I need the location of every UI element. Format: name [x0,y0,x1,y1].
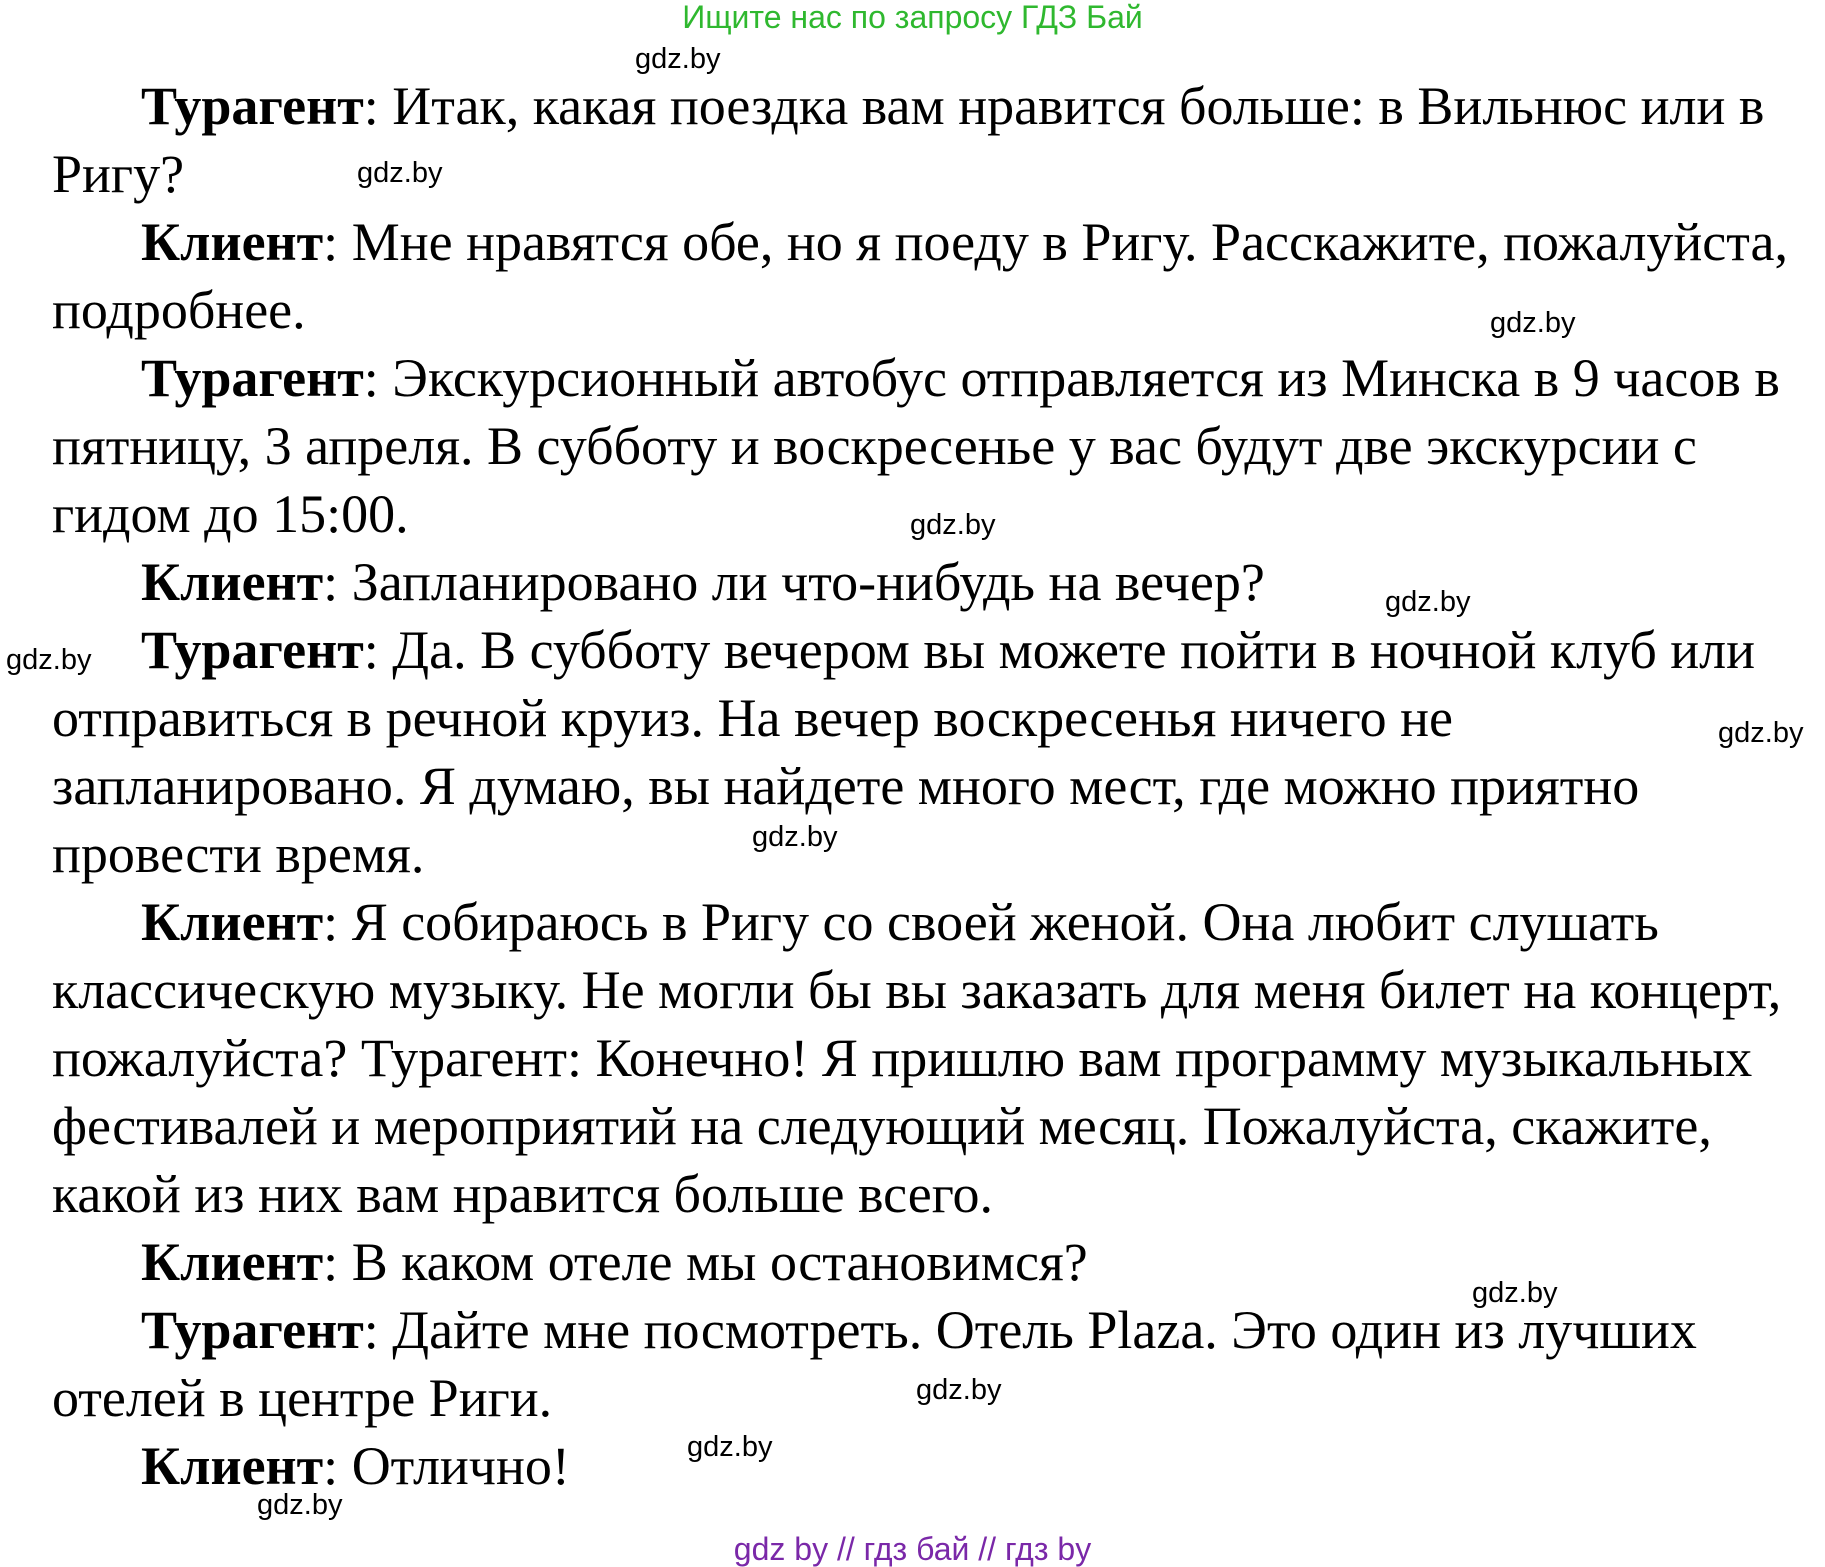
speaker-name: Клиент [141,1232,324,1292]
line-text: Да. В субботу вечером вы можете пойти в ночной клуб или отправиться в речной круиз. На вечер воскресенья ничего не запланировано. Я думаю, вы найдете много мест, где можно приятно провести время. [52,620,1756,884]
watermark: gdz.by [635,43,721,75]
speaker-separator: : [323,212,352,272]
watermark: gdz.by [1718,717,1804,749]
watermark: gdz.by [1385,586,1471,618]
dialogue-line [52,888,1812,1228]
speaker-name: Турагент [141,1300,364,1360]
line-text: Мне нравятся обе, но я поеду в Ригу. Расскажите, пожалуйста, подробнее. [52,212,1788,340]
watermark: gdz.by [916,1374,1002,1406]
line-text: Дайте мне посмотреть. Отель Plaza. Это один из лучших отелей в центре Риги. [52,1300,1697,1428]
speaker-name: Клиент [141,1436,324,1496]
speaker-name: Турагент [141,620,364,680]
line-text: Итак, какая поездка вам нравится больше: в Вильнюс или в Ригу? [52,76,1765,204]
line-text: В каком отеле мы остановимся? [351,1232,1088,1292]
footer-site-links: gdz by // гдз бай // гдз by [733,1531,1092,1567]
watermark: gdz.by [6,644,92,676]
watermark: gdz.by [357,157,443,189]
dialogue-line [52,72,1812,208]
watermark: gdz.by [910,509,996,541]
speaker-name: Турагент [141,76,364,136]
watermark: gdz.by [1490,307,1576,339]
speaker-name: Клиент [141,212,324,272]
dialogue-line [52,548,1812,616]
watermark: gdz.by [257,1489,343,1521]
header-search-hint: Ищите нас по запросу ГДЗ Бай [682,0,1143,35]
speaker-separator: : [363,76,393,136]
line-text: Отлично! [351,1436,570,1496]
dialogue-line [52,616,1812,888]
speaker-name: Клиент [141,552,324,612]
speaker-name: Турагент [141,348,364,408]
watermark: gdz.by [752,821,838,853]
speaker-separator: : [323,552,352,612]
speaker-separator: : [323,1232,352,1292]
watermark: gdz.by [1472,1277,1558,1309]
line-text: Запланировано ли что-нибудь на вечер? [351,552,1265,612]
speaker-separator: : [363,348,393,408]
watermark: gdz.by [687,1431,773,1463]
speaker-name: Клиент [141,892,324,952]
speaker-separator: : [363,620,393,680]
line-text: Экскурсионный автобус отправляется из Минска в 9 часов в пятницу, 3 апреля. В субботу и воскресенье у вас будут две экскурсии с гидом до 15:00. [52,348,1780,544]
speaker-separator: : [323,1436,352,1496]
speaker-separator: : [323,892,352,952]
dialogue-line [52,1296,1812,1432]
line-text: Я собираюсь в Ригу со своей женой. Она любит слушать классическую музыку. Не могли бы вы заказать для меня билет на концерт, пожалуйста? Турагент: Конечно! Я пришлю вам программу музыкальных фестивалей и мероприятий на следующий месяц. Пожалуйста, скажите, какой из них вам нравится больше всего. [52,892,1782,1224]
speaker-separator: : [363,1300,393,1360]
